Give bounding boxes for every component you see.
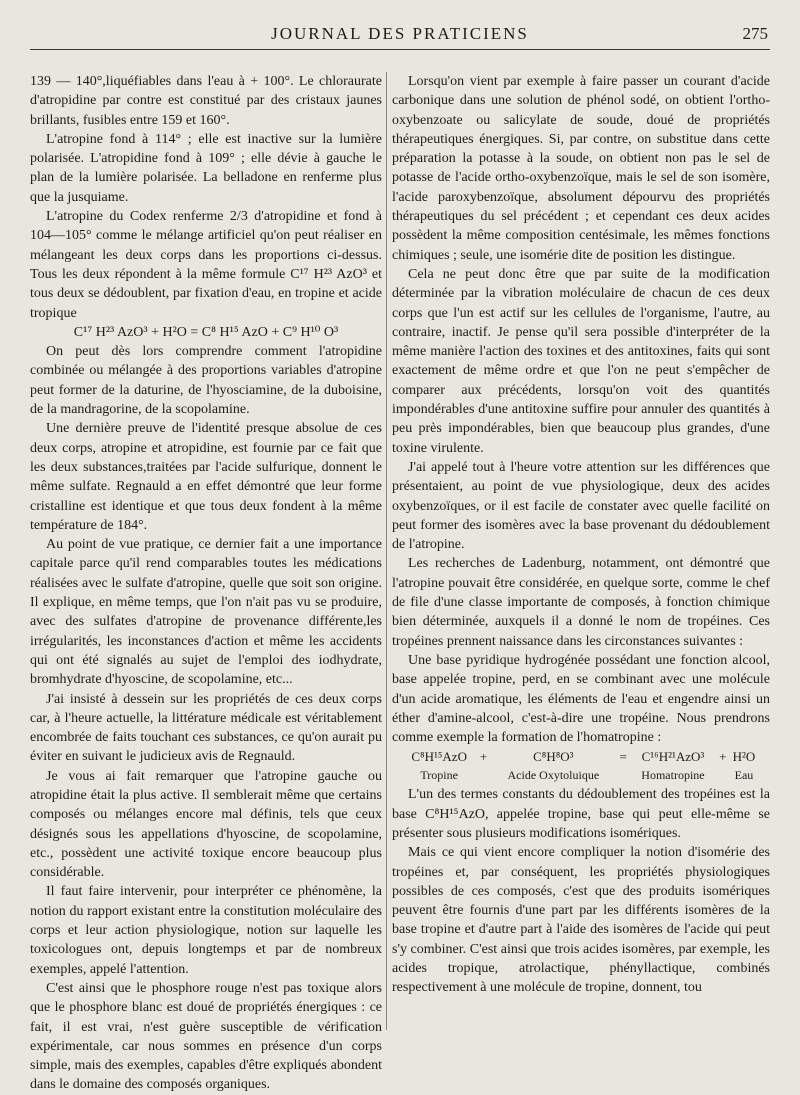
equation-operator: + [479, 749, 488, 765]
paragraph: L'atropine du Codex renferme 2/3 d'atropidine et fond à 104—105° comme le mélange artificiel qu'on peut réaliser en mélangeant les deux corps dans les proportions ci-dessus. Tous les deux répondent à la même formule C¹⁷ H²³ AzO³ et tous deux se dédoublent, par fixation d'eau, en tropine et acide tropique [30, 209, 382, 321]
paragraph: Au point de vue pratique, ce dernier fait a une importance capitale parce qu'il rend comparables toutes les médications réalisées avec le sulfate d'atropine, quelle que soit son origine. Il explique, en même temps, que l'on n'ait pas vu se produire, avec des sulfates d'atropine de provenance différente,les irrégularités, les inconstances d'action et même les accidents qui ont été signalés au sujet de l'emploi des iodhydrate, bromhydrate d'hyoscine, de scopolamine, etc... [30, 537, 382, 688]
equation-operator: = [619, 749, 627, 765]
header-rule [30, 49, 770, 50]
homatropine-equation [400, 748, 760, 784]
paragraph: Je vous ai fait remarquer que l'atropine gauche ou atropidine était la plus active. Il semblerait même que certains composés ou mélanges encore mal définis, tels que ceux désignés sous les appellations d'hyoscine, de scopolamine, etc., possèdent une activité toxique encore beaucoup plus considérable. [30, 768, 382, 881]
paragraph: J'ai insisté à dessein sur les propriétés de ces deux corps car, à l'heure actuelle, la littérature médicale est véritablement encombrée de faits touchant ces substances, ce qu'on aurait pu éviter en suivant le judicieux avis de Regnauld. [30, 691, 382, 765]
equation-term: C⁸H¹⁵AzO [411, 749, 467, 765]
left-column [30, 72, 382, 1095]
equation-label [478, 766, 488, 784]
equation-label [618, 766, 628, 784]
equation-label: Homatropine [641, 768, 705, 783]
column-divider [386, 72, 387, 1030]
paragraph: L'un des termes constants du dédoublement des tropéines est la base C⁸H¹⁵AzO, appelée tropine, base qui peut elle-même se présenter sous plusieurs modifications isomériques. [392, 787, 770, 841]
equation-label: Tropine [420, 768, 458, 783]
chemical-formula: C¹⁷ H²³ AzO³ + H²O = C⁸ H¹⁵ AzO + C⁹ H¹⁰ O³ [73, 324, 339, 340]
paragraph: Il faut faire intervenir, pour interpréter ce phénomène, la notion du rapport existant entre la constitution moléculaire des corps et leur action physiologique, notion sur laquelle les toxicologues ont, depuis longtemps et par de nombreux exemples, appelé l'attention. [30, 884, 382, 977]
paragraph: Cela ne peut donc être que par suite de la modification déterminée par la vibration moléculaire de chacun de ces deux corps que l'un est actif sur les cellules de l'organisme, l'autre, au contraire, inactif. Je pense qu'il sera possible d'interpréter de la même manière l'action des toxines et des antitoxines, faits qui sont exactement de même ordre et que l'on ne peut s'empêcher de comparer aux précédents, lorsqu'on voit des quantités impondérables d'une antitoxine suffire pour annuler des quantités à peu près impondérables, bien que beaucoup plus grandes, d'une toxine virulente. [392, 266, 770, 456]
page-number: 275 [742, 24, 768, 43]
paragraph: L'atropine fond à 114° ; elle est inactive sur la lumière polarisée. L'atropidine fond à 109° ; elle dévie à gauche le plan de la lumière polarisée. La belladone en renferme plus que la jusquiame. [30, 131, 382, 205]
page-header [30, 22, 770, 52]
paragraph: J'ai appelé tout à l'heure votre attention sur les différences que présentaient, au point de vue physiologique, deux des acides oxybenzoïques, or il est facile de constater avec quelle facilité on peut former des isomères avec la base provenant du dédoublement de l'atropine. [392, 459, 770, 553]
journal-title: JOURNAL DES PRATICIENS [271, 24, 529, 43]
equation-label [718, 766, 728, 784]
equation-term: C⁸H⁸O³ [533, 749, 574, 765]
equation-term: H²O [732, 749, 756, 765]
equation-label: Acide Oxytoluique [507, 768, 600, 783]
paragraph: On peut dès lors comprendre comment l'atropidine combinée ou mélangée à des proportions variables d'atropine peut former de la daturine, de l'hyosciamine, de la duboisine, de la mandragorine, de la scopolamine. [30, 344, 382, 418]
equation-label: Eau [734, 768, 754, 783]
paragraph: C'est ainsi que le phosphore rouge n'est pas toxique alors que le phosphore blanc est doué de propriétés énergiques : ce fait, il est vrai, n'est guère susceptible de vérification expérimentale, car nous sommes en présence d'un corps simple, mais des exemples, capables d'être expliqués abondent dans le domaine des composés organiques. [30, 980, 382, 1093]
paragraph: Une dernière preuve de l'identité presque absolue de ces deux corps, atropine et atropidine, est fournie par ce fait que les deux substances,traitées par l'acide sulfurique, donnent le même sulfate. Regnauld a en effet démontré que leur forme cristalline est identique et que tous deux fondent à la même température de 184°. [30, 421, 382, 533]
paragraph: Lorsqu'on vient par exemple à faire passer un courant d'acide carbonique dans une solution de phénol sodé, on obtient l'ortho-oxybenzoate ou salicylate de soude, doué de propriétés thérapeutiques énergiques. Si, par contre, on substitue dans cette préparation la potasse à la soude, on obtient non pas le sel de potasse de l'acide ortho-oxybenzoïque, mais le sel de son isomère, l'acide paroxybenzoïque, absolument dépourvu des propriétés thérapeutiques du sel précédent ; et cependant ces deux acides possèdent la même composition centésimale, les mêmes fonctions chimiques ; seule, une isomérie dite de position les distingue. [392, 74, 770, 263]
paragraph: Les recherches de Ladenburg, notamment, ont démontré que l'atropine pouvait être considérée, en quelque sorte, comme le chef de file d'une classe importante de composés, à fonction chimique bien déterminée, auxquels il a donné le nom de tropéines. Ces tropéines prennent naissance dans les circonstances suivantes : [392, 556, 770, 649]
paragraph: Mais ce qui vient encore compliquer la notion d'isomérie des tropéines et, par conséquent, les propriétés physiologiques possibles de ces composés, c'est que des produits isomériques peuvent être fournis d'une part par les différents isomères de la base tropine et d'autre part à l'aide des isomères de l'acide qui peut s'y combiner. C'est ainsi que trois acides isomères, par exemple, les acides tropique, atrolactique, phényllactique, combinés respectivement à une molécule de tropine, donnent, tou [392, 845, 770, 996]
right-column [392, 72, 770, 998]
paragraph: Une base pyridique hydrogénée possédant une fonction alcool, base appelée tropine, perd, en se combinant avec une molécule d'un acide aromatique, les éléments de l'eau et engendre ainsi un éther d'amine-alcool, c'est-à-dire une tropéine. Nous prendrons comme exemple la formation de l'homatropine : [392, 652, 770, 746]
paragraph: 139 — 140°,liquéfiables dans l'eau à + 100°. Le chloraurate d'atropidine par contre est constitué par des cristaux jaunes brillants, fusibles entre 159 et 160°. [30, 74, 382, 128]
equation-term: C¹⁶H²¹AzO³ [641, 749, 705, 765]
equation-operator: + [719, 749, 727, 765]
